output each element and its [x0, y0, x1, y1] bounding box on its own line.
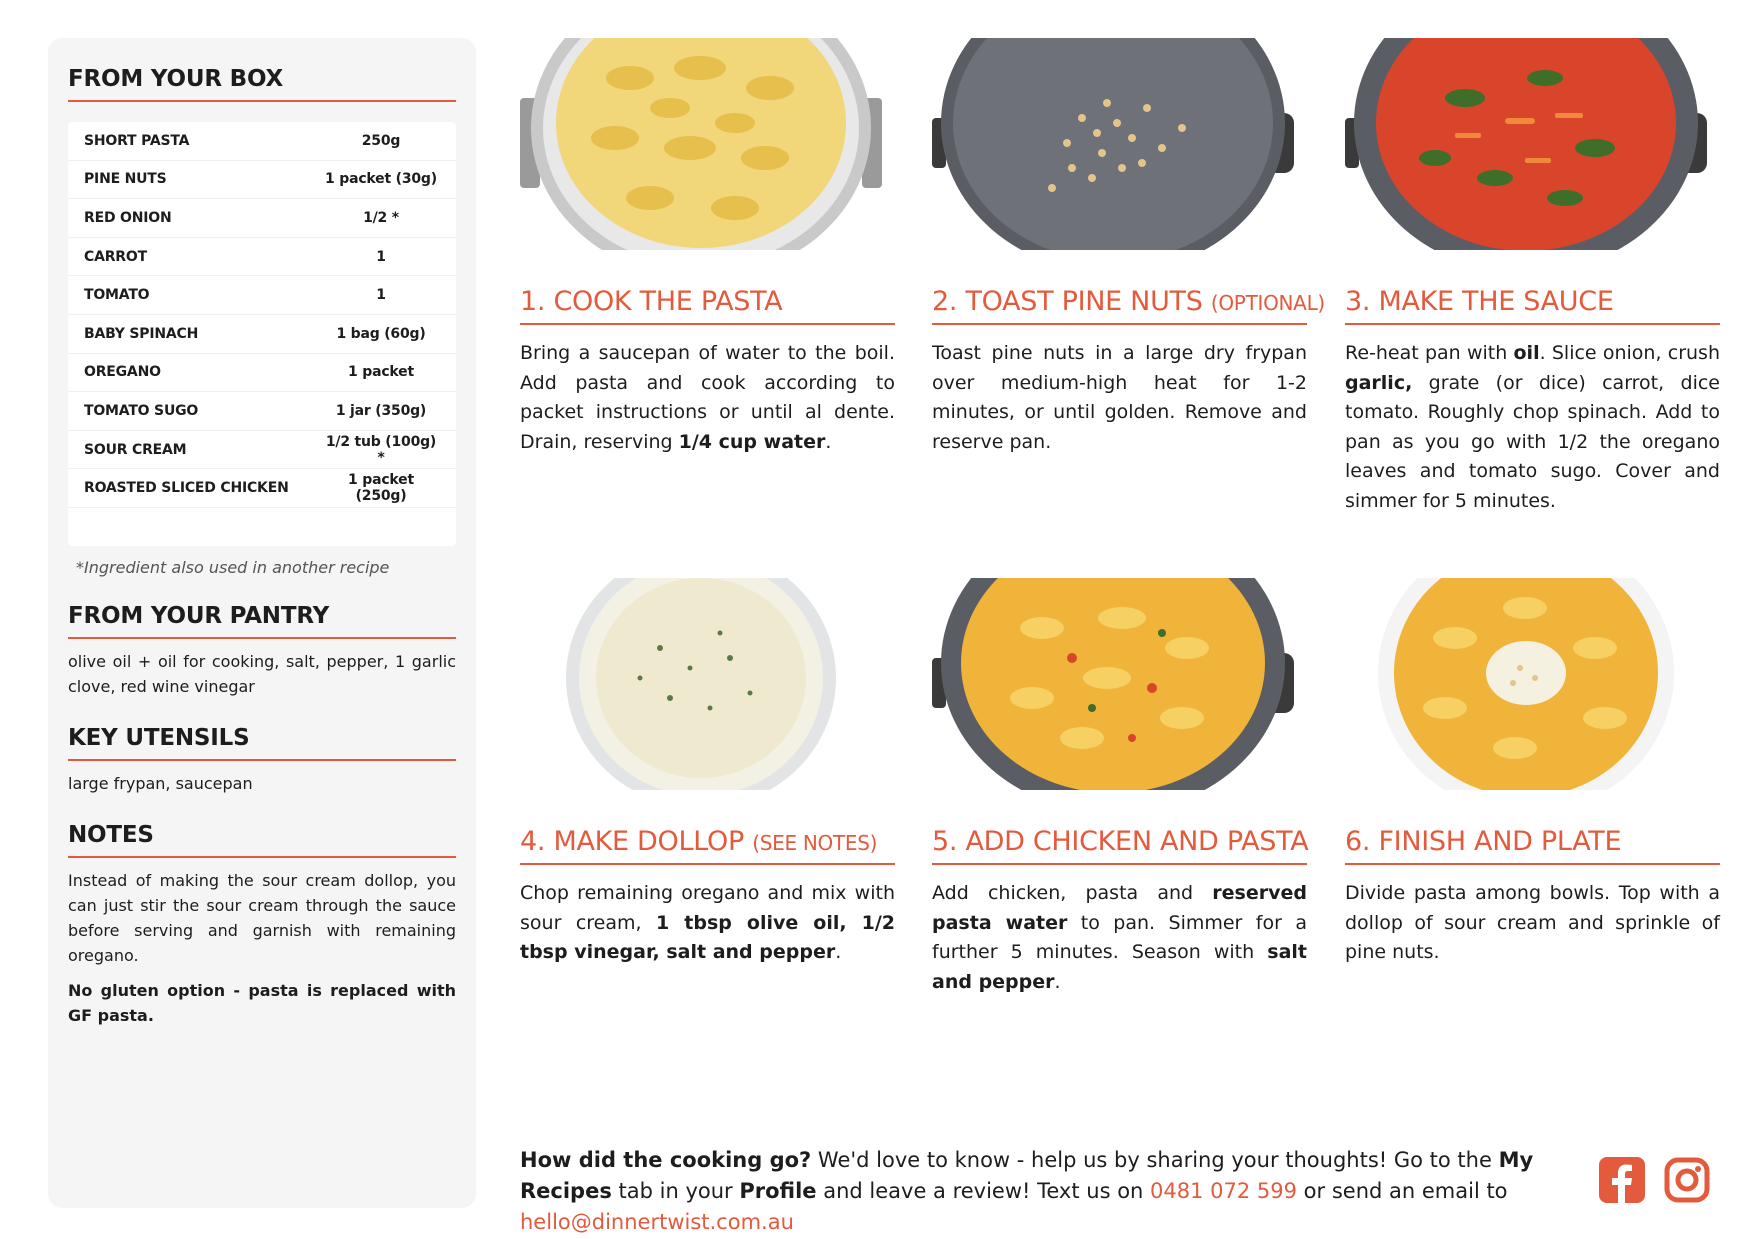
ingredient-row: [68, 238, 456, 277]
profile-link[interactable]: Profile: [739, 1179, 817, 1203]
notes-text: Instead of making the sour cream dollop, you can just stir the sour cream through the sauce before serving and garnish with remaining oregano.: [68, 870, 456, 965]
pantry-title: FROM YOUR PANTRY: [68, 603, 456, 639]
step-2-text: Toast pine nuts in a large dry frypan over medium-high heat for 1-2 minutes, or until golden. Remove and reserve pan.: [932, 342, 1307, 453]
step-5-text: Add chicken, pasta and reserved pasta water to pan. Simmer for a further 5 minutes. Season with salt and pepper.: [932, 882, 1307, 993]
pasta-pot-image: [520, 38, 882, 250]
from-box-title: FROM YOUR BOX: [68, 66, 456, 102]
footer-text: and leave a review! Text us on: [816, 1179, 1151, 1203]
pantry-section: [68, 603, 456, 699]
step-3-text: Re-heat pan with oil. Slice onion, crush garlic, grate (or dice) carrot, dice tomato. Roughly chop spinach. Add to pan as you go with 1/2 the oregano leaves and tomato sugo. Cover and simmer for 5 minutes.: [1345, 342, 1720, 512]
box-footnote: *Ingredient also used in another recipe: [76, 557, 390, 577]
ingredient-qty: 1 packet (250g): [348, 472, 414, 505]
step-5: [932, 578, 1307, 997]
feedback-footer: [520, 1145, 1580, 1238]
step-2: [932, 38, 1325, 457]
facebook-icon[interactable]: [1599, 1157, 1645, 1207]
step-3: [1345, 38, 1720, 516]
notes-title: NOTES: [68, 822, 456, 858]
ingredient-row: [68, 392, 456, 431]
plated-pasta-image: [1345, 578, 1707, 790]
step-4-text: Chop remaining oregano and mix with sour cream, 1 tbsp olive oil, 1/2 tbsp vinegar, salt and pepper.: [520, 882, 895, 963]
utensils-section: [68, 725, 456, 796]
ingredient-name: SOUR CREAM: [84, 441, 187, 458]
step-3-title: 3. MAKE THE SAUCE: [1345, 286, 1720, 325]
step-6: [1345, 578, 1720, 968]
step-1-title: 1. COOK THE PASTA: [520, 286, 895, 325]
ingredient-name: RED ONION: [84, 209, 172, 226]
footer-text: or send an email to: [1297, 1179, 1508, 1203]
ingredient-qty: 1 packet: [348, 364, 414, 381]
step-4: [520, 578, 895, 968]
instagram-icon[interactable]: [1664, 1157, 1710, 1207]
pantry-text: olive oil + oil for cooking, salt, pepper, 1 garlic clove, red wine vinegar: [68, 651, 456, 696]
chicken-pasta-pan-image: [932, 578, 1294, 790]
ingredient-row-empty: [68, 508, 456, 546]
pine-nuts-pan-image: [932, 38, 1294, 250]
email-link[interactable]: hello@dinnertwist.com.au: [520, 1210, 794, 1234]
ingredient-row: [68, 315, 456, 354]
sauce-pan-image: [1345, 38, 1707, 250]
ingredient-row: [68, 199, 456, 238]
ingredient-name: ROASTED SLICED CHICKEN: [84, 480, 289, 497]
ingredient-row: [68, 354, 456, 393]
step-6-title: 6. FINISH AND PLATE: [1345, 826, 1720, 865]
step-6-text: Divide pasta among bowls. Top with a dollop of sour cream and sprinkle of pine nuts.: [1345, 882, 1720, 963]
ingredient-qty: 1/2 *: [363, 209, 399, 226]
notes-section: [68, 822, 456, 1028]
ingredient-qty: 1: [376, 287, 386, 304]
ingredient-name: CARROT: [84, 248, 147, 265]
ingredient-qty: 1: [376, 248, 386, 265]
step-1: [520, 38, 895, 457]
ingredient-name: PINE NUTS: [84, 171, 167, 188]
ingredient-qty: 1 bag (60g): [336, 325, 426, 342]
ingredient-qty: 1 jar (350g): [335, 402, 427, 419]
ingredient-qty: 1/2 tub (100g) *: [325, 433, 437, 466]
ingredient-row: [68, 276, 456, 315]
ingredient-row: [68, 161, 456, 200]
utensils-text: large frypan, saucepan: [68, 773, 253, 793]
ingredient-qty: 250g: [361, 132, 401, 149]
step-2-title: 2. TOAST PINE NUTS (OPTIONAL): [932, 286, 1307, 325]
phone-link[interactable]: 0481 072 599: [1150, 1179, 1297, 1203]
ingredient-name: BABY SPINACH: [84, 325, 199, 342]
ingredient-qty: 1 packet (30g): [325, 171, 437, 188]
ingredient-name: OREGANO: [84, 364, 161, 381]
ingredients-table: [68, 122, 456, 546]
my-recipes-link[interactable]: My Recipes: [520, 1148, 1534, 1203]
step-5-title: 5. ADD CHICKEN AND PASTA: [932, 826, 1307, 865]
footer-text: tab in your: [611, 1179, 740, 1203]
ingredient-row: [68, 431, 456, 470]
footer-text: We'd love to know - help us by sharing your thoughts! Go to the: [811, 1148, 1499, 1172]
ingredient-name: SHORT PASTA: [84, 132, 190, 149]
ingredient-name: TOMATO: [84, 287, 150, 304]
utensils-title: KEY UTENSILS: [68, 725, 456, 761]
step-4-title: 4. MAKE DOLLOP (SEE NOTES): [520, 826, 895, 865]
sour-cream-bowl-image: [520, 578, 882, 790]
step-1-text: Bring a saucepan of water to the boil. Add pasta and cook according to packet instructions or until al dente. Drain, reserving 1/4 cup water.: [520, 342, 895, 453]
ingredient-name: TOMATO SUGO: [84, 402, 199, 419]
ingredient-row: [68, 469, 456, 508]
ingredients-sidebar: [48, 38, 476, 1208]
ingredient-row: [68, 122, 456, 161]
gluten-note: No gluten option - pasta is replaced with GF pasta.: [68, 980, 456, 1025]
footer-question: How did the cooking go?: [520, 1148, 812, 1172]
